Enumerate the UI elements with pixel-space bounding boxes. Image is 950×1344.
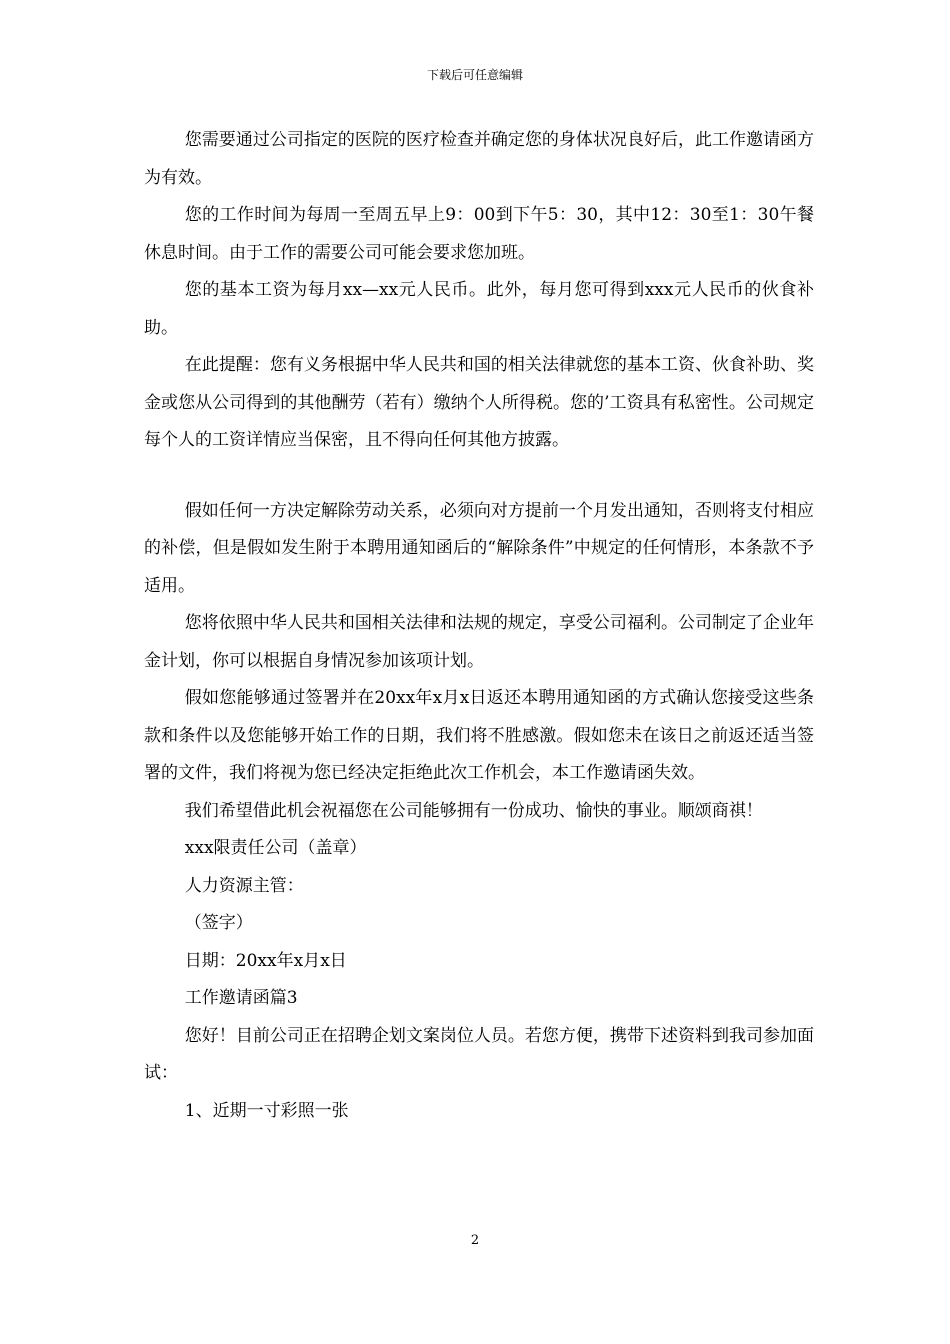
section-title: 工作邀请函篇3 [184, 988, 298, 1008]
paragraph-interview-invite: 您好！目前公司正在招聘企划文案岗位人员。若您方便，携带下述资料到我司参加面试： [144, 1025, 814, 1083]
date-line: 日期：20xx年x月x日 [184, 950, 347, 971]
paragraph-medical-check: 您需要通过公司指定的医院的医疗检查并确定您的身体状况良好后，此工作邀请函方为有效。 [144, 130, 814, 188]
document-body [144, 122, 814, 1130]
paragraph-termination: 假如任何一方决定解除劳动关系，必须向对方提前一个月发出通知，否则将支付相应的补偿，但是假如发生附于本聘用通知函后的“解除条件”中规定的任何情形，本条款不予适用。 [144, 500, 814, 596]
signature-line: （签字） [184, 913, 253, 933]
paragraph-closing-wishes: 我们希望借此机会祝福您在公司能够拥有一份成功、愉快的事业。顺颂商祺！ [184, 800, 763, 821]
company-seal-line: xxx限责任公司（盖章） [184, 838, 367, 858]
page-header: 下载后可任意编辑 [426, 68, 523, 82]
paragraph-tax-reminder: 在此提醒：您有义务根据中华人民共和国的相关法律就您的基本工资、伙食补助、奖金或您从公司得到的其他酬劳（若有）缴纳个人所得税。您的’工资具有私密性。公司规定每个人的工资详情应当保密，且不得向任何其他方披露。 [144, 355, 814, 450]
hr-supervisor-line: 人力资源主管： [184, 875, 304, 896]
list-item: 1、近期一寸彩照一张 [184, 1100, 349, 1121]
paragraph-confirmation: 假如您能够通过签署并在20xx年x月x日返还本聘用通知函的方式确认您接受这些条款和条件以及您能够开始工作的日期，我们将不胜感激。假如您未在该日之前返还适当签署的文件，我们将视为您已经决定拒绝此次工作机会，本工作邀请函失效。 [144, 688, 814, 783]
paragraph-base-salary: 您的基本工资为每月xx—xx元人民币。此外，每月您可得到xxx元人民币的伙食补助。 [144, 280, 814, 338]
paragraph-working-hours: 您的工作时间为每周一至周五早上9：00到下午5：30，其中12：30至1：30午餐休息时间。由于工作的需要公司可能会要求您加班。 [144, 205, 814, 263]
page-number: 2 [470, 1233, 480, 1248]
paragraph-benefits: 您将依照中华人民共和国相关法律和法规的规定，享受公司福利。公司制定了企业年金计划，你可以根据自身情况参加该项计划。 [144, 613, 814, 671]
